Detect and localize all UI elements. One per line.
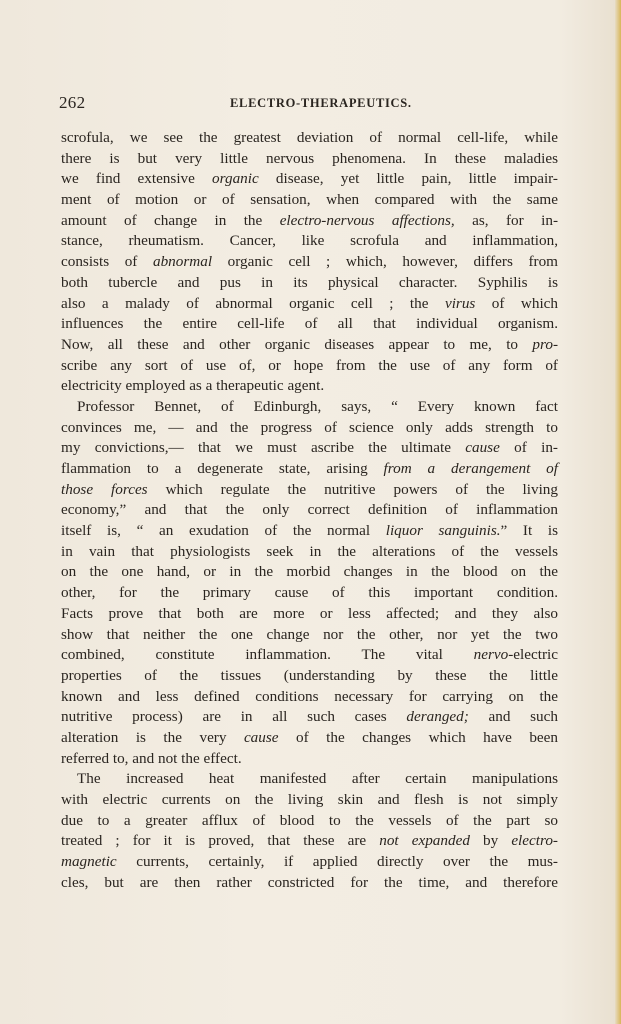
text-span: of which — [475, 294, 558, 312]
text-span: economy,” and that the only correct definition of inflammation — [61, 501, 558, 519]
italic-span: electro-nervous affections, — [279, 211, 455, 229]
text-span: stance, rheumatism. Cancer, like scrofula and inflammation, — [61, 232, 558, 250]
italic-span: virus — [444, 294, 476, 312]
text-line — [61, 769, 558, 790]
page-edge — [615, 0, 621, 1024]
text-span: -electric — [508, 646, 558, 664]
text-line — [61, 252, 558, 273]
text-span: consists of — [61, 253, 153, 271]
text-span: alteration is the very — [61, 728, 244, 746]
text-span: cles, but are then rather constricted for the time, and therefore — [61, 873, 558, 891]
text-line — [61, 811, 558, 832]
text-line — [61, 231, 558, 252]
text-span: The increased heat manifested after certain manipulations — [77, 770, 558, 788]
text-span: known and less defined conditions necessary for carrying on the — [61, 687, 558, 705]
text-span: ment of motion or of sensation, when compared with the same — [61, 191, 558, 209]
text-span: and such — [468, 708, 558, 726]
text-span: which regulate the nutritive powers of the living — [147, 480, 558, 498]
text-span: there is but very little nervous phenomena. In these maladies — [61, 149, 558, 167]
text-line — [61, 873, 558, 894]
text-span: also a malady of abnormal organic cell ; the — [61, 294, 445, 312]
italic-span: abnormal — [152, 253, 213, 271]
text-span: Facts prove that both are more or less affected; and they also — [61, 604, 558, 622]
text-span: we find extensive — [61, 170, 213, 188]
text-line — [61, 294, 558, 315]
text-span: on the one hand, or in the morbid changes in the blood on the — [61, 563, 558, 581]
text-line — [61, 831, 558, 852]
italic-span: from a derangement of — [383, 460, 558, 477]
text-line — [61, 604, 558, 625]
text-line — [61, 500, 558, 521]
text-span: properties of the tissues (understanding by these the little — [61, 666, 558, 684]
text-line — [61, 542, 558, 563]
text-span: due to a greater afflux of blood to the vessels of the part so — [61, 811, 558, 829]
text-line — [61, 397, 558, 418]
text-span: with electric currents on the living skin and flesh is not simply — [61, 791, 558, 808]
text-span: Professor Bennet, of Edinburgh, says, “ Every known fact — [77, 397, 558, 415]
text-line — [61, 273, 558, 294]
text-line — [61, 790, 558, 811]
italic-span: cause — [465, 439, 500, 457]
text-line — [61, 356, 558, 377]
text-line — [61, 480, 558, 501]
text-span: as, for in- — [454, 211, 558, 229]
text-line — [61, 583, 558, 604]
text-line — [61, 562, 558, 583]
text-line — [61, 335, 558, 356]
italic-span: those forces — [61, 480, 148, 498]
italic-span: nervo — [473, 646, 509, 664]
italic-span: not expanded — [379, 832, 470, 850]
text-span: influences the entire cell-life of all that individual organism. — [61, 315, 558, 333]
text-line — [61, 666, 558, 687]
text-span: treated ; for it is proved, that these are — [61, 832, 380, 850]
text-span: organic cell ; which, however, differs from — [212, 253, 558, 271]
text-span: both tubercle and pus in its physical character. Syphilis is — [61, 273, 558, 291]
text-span: combined, constitute inflammation. The vital — [61, 646, 474, 664]
text-line — [61, 521, 558, 542]
text-line — [61, 128, 558, 149]
text-span: amount of change in the — [61, 211, 280, 229]
text-line — [61, 418, 558, 439]
text-line — [61, 314, 558, 335]
text-span: other, for the primary cause of this important condition. — [61, 584, 558, 602]
text-span: electricity employed as a therapeutic agent. — [61, 377, 325, 395]
text-line — [61, 645, 558, 666]
page-number: 262 — [59, 93, 86, 112]
text-span: scrofula, we see the greatest deviation of normal cell-life, while — [61, 129, 558, 146]
text-line — [61, 728, 558, 749]
text-span: scribe any sort of use of, or hope from the use of any form of — [61, 356, 558, 374]
text-line — [61, 749, 558, 770]
text-span: by — [469, 832, 512, 850]
text-span: show that neither the one change nor the other, nor yet the two — [61, 625, 558, 643]
text-line — [61, 687, 558, 708]
text-line — [61, 707, 558, 728]
text-line — [61, 438, 558, 459]
running-head: ELECTRO-THERAPEUTICS. — [230, 96, 412, 110]
text-line — [61, 459, 558, 480]
text-line — [61, 190, 558, 211]
text-span: currents, certainly, if applied directly over the mus- — [116, 853, 558, 871]
italic-span: cause — [243, 728, 279, 746]
text-span: ” It is — [500, 522, 558, 540]
text-line — [61, 211, 558, 232]
text-span: in vain that physiologists seek in the alterations of the vessels — [61, 542, 558, 560]
text-span: itself is, “ an exudation of the normal — [61, 522, 386, 540]
text-line — [61, 169, 558, 190]
text-span: referred to, and not the effect. — [61, 749, 242, 767]
text-span: of in- — [499, 439, 558, 457]
italic-span: organic — [212, 170, 259, 188]
italic-span: magnetic — [61, 853, 117, 871]
body-text — [61, 128, 558, 893]
text-span: my convictions,— that we must ascribe the ultimate — [61, 439, 466, 457]
text-line — [61, 149, 558, 170]
text-span: flammation to a degenerate state, arising — [61, 460, 384, 477]
text-span: of the changes which have been — [278, 728, 558, 746]
text-span: Now, all these and other organic diseases appear to me, to — [61, 335, 533, 353]
text-line — [61, 376, 558, 397]
text-span: disease, yet little pain, little impair- — [258, 170, 558, 188]
italic-span: electro- — [511, 832, 558, 850]
italic-span: liquor sanguinis. — [385, 522, 501, 540]
page-header — [59, 93, 569, 115]
italic-span: pro- — [532, 335, 558, 353]
text-line — [61, 625, 558, 646]
text-line — [61, 852, 558, 873]
text-span: convinces me, — and the progress of science only adds strength to — [61, 418, 558, 436]
text-span: nutritive process) are in all such cases — [61, 708, 407, 726]
italic-span: deranged; — [406, 708, 469, 726]
